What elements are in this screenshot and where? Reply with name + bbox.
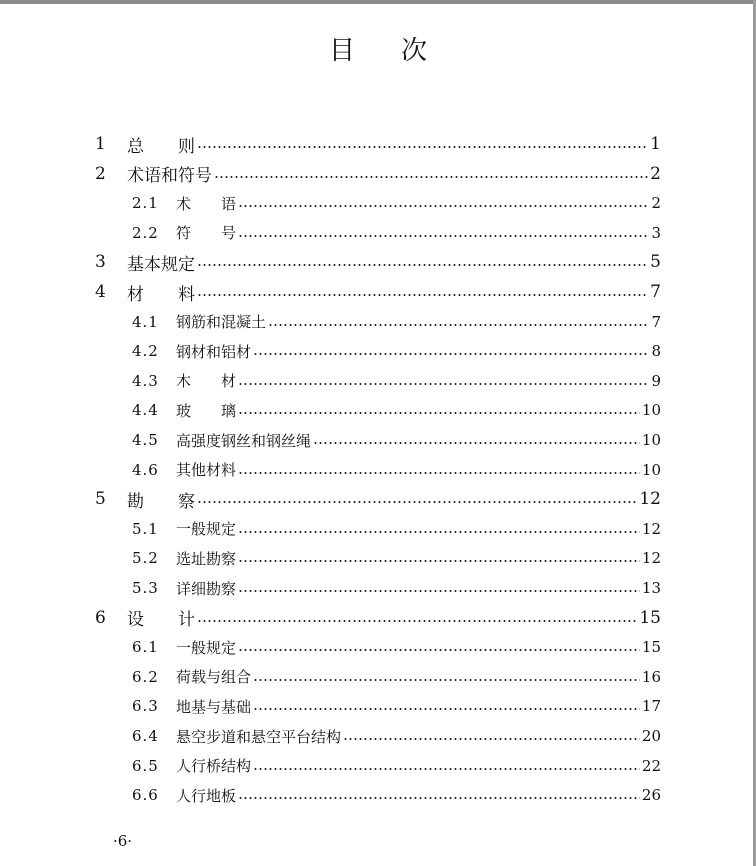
toc-section-entry[interactable] [95, 338, 661, 364]
toc-entry-page: 22 [641, 756, 661, 775]
toc-entry-number: 5.1 [132, 519, 159, 538]
toc-entry-page: 2 [650, 163, 661, 184]
toc-dot-leader [238, 649, 640, 651]
toc-dot-leader [253, 353, 649, 355]
toc-entry-number: 4.2 [132, 342, 159, 361]
toc-entry-label: 术 语 [176, 194, 237, 213]
toc-entry-number: 1 [95, 134, 106, 154]
toc-entry-page: 3 [651, 223, 661, 242]
toc-entry-page: 13 [641, 579, 661, 597]
toc-entry-number: 6.3 [132, 697, 159, 716]
toc-entry-label: 术语和符号 [127, 166, 212, 187]
toc-entry-number: 3 [95, 252, 106, 273]
toc-entry-label: 荷载与组合 [176, 668, 252, 687]
toc-dot-leader [238, 531, 640, 533]
toc-entry-page: 15 [641, 638, 661, 657]
toc-entry-page: 12 [639, 489, 661, 510]
toc-section-entry[interactable] [95, 457, 661, 483]
toc-dot-leader [238, 412, 640, 414]
toc-entry-label: 一般规定 [176, 638, 237, 657]
toc-section-entry[interactable] [95, 545, 661, 571]
toc-entry-label: 高强度钢丝和钢丝绳 [176, 431, 312, 450]
toc-entry-label: 总 则 [127, 136, 195, 157]
toc-dot-leader [197, 264, 648, 266]
toc-entry-number: 4.6 [132, 460, 159, 479]
toc-dot-leader [253, 768, 640, 770]
toc-section-entry[interactable] [95, 664, 661, 690]
toc-entry-page: 20 [641, 727, 661, 745]
toc-entry-label: 悬空步道和悬空平台结构 [176, 727, 342, 746]
toc-entry-number: 4.4 [132, 401, 159, 420]
toc-entry-page: 10 [641, 460, 661, 479]
toc-entry-number: 6.2 [132, 667, 159, 686]
toc-entry-label: 材 料 [127, 284, 195, 305]
window-top-border [0, 0, 756, 4]
toc-section-entry[interactable] [95, 190, 661, 216]
toc-entry-label: 木 材 [176, 372, 237, 391]
toc-dot-leader [238, 590, 640, 592]
toc-entry-label: 详细勘察 [176, 579, 237, 598]
toc-section-entry[interactable] [95, 516, 661, 542]
toc-entry-page: 12 [641, 549, 661, 568]
toc-section-entry[interactable] [95, 723, 661, 749]
toc-section-entry[interactable] [95, 220, 661, 246]
toc-section-entry[interactable] [95, 368, 661, 394]
toc-section-entry[interactable] [95, 634, 661, 660]
page-number-footer: ·6· [113, 832, 133, 850]
toc-entry-page: 10 [641, 431, 661, 449]
toc-entry-page: 10 [641, 401, 661, 420]
toc-section-entry[interactable] [95, 397, 661, 423]
toc-entry-number: 2 [95, 163, 106, 184]
toc-dot-leader [253, 708, 640, 710]
toc-dot-leader [197, 501, 637, 503]
toc-chapter-entry[interactable] [95, 486, 661, 512]
toc-entry-number: 4.5 [132, 431, 159, 449]
toc-entry-page: 15 [639, 607, 661, 628]
toc-chapter-entry[interactable] [95, 249, 661, 275]
toc-entry-page: 9 [651, 371, 661, 390]
toc-entry-label: 钢筋和混凝土 [176, 313, 267, 332]
toc-section-entry[interactable] [95, 309, 661, 335]
toc-entry-label: 玻 璃 [176, 401, 237, 420]
toc-entry-number: 4.1 [132, 312, 159, 331]
toc-entry-number: 6.6 [132, 786, 159, 805]
toc-dot-leader [197, 146, 648, 148]
toc-section-entry[interactable] [95, 693, 661, 719]
toc-dot-leader [238, 472, 640, 474]
toc-entry-label: 选址勘察 [176, 549, 237, 568]
toc-entry-number: 5.2 [132, 549, 159, 568]
page-title-char: 次 [401, 36, 428, 66]
toc-chapter-entry[interactable] [95, 279, 661, 305]
toc-chapter-entry[interactable] [95, 161, 661, 187]
toc-entry-label: 一般规定 [176, 520, 237, 539]
toc-entry-page: 8 [651, 342, 661, 361]
toc-entry-number: 6 [95, 607, 106, 628]
toc-dot-leader [238, 383, 649, 385]
toc-entry-page: 1 [650, 134, 661, 154]
toc-dot-leader [238, 235, 649, 237]
toc-entry-number: 6.1 [132, 638, 159, 657]
toc-entry-number: 2.2 [132, 223, 159, 242]
toc-entry-page: 17 [641, 697, 661, 716]
toc-dot-leader [343, 738, 640, 740]
toc-entry-number: 6.4 [132, 727, 159, 745]
toc-entry-page: 2 [651, 194, 661, 213]
toc-section-entry[interactable] [95, 575, 661, 601]
toc-entry-number: 5 [95, 489, 106, 510]
toc-entry-page: 5 [650, 252, 661, 273]
page-title [0, 30, 756, 67]
page-title-char: 目 [328, 36, 355, 66]
toc-entry-label: 钢材和铝材 [176, 342, 252, 361]
toc-dot-leader [214, 176, 648, 178]
toc-entry-label: 人行地板 [176, 786, 237, 805]
toc-entry-page: 16 [641, 667, 661, 686]
toc-entry-label: 其他材料 [176, 461, 237, 480]
toc-entry-number: 5.3 [132, 579, 159, 597]
toc-chapter-entry[interactable] [95, 605, 661, 631]
toc-entry-number: 4 [95, 282, 106, 302]
toc-section-entry[interactable] [95, 753, 661, 779]
toc-entry-page: 7 [650, 282, 661, 302]
toc-chapter-entry[interactable] [95, 131, 661, 157]
toc-entry-label: 基本规定 [127, 254, 195, 275]
toc-entry-label: 设 计 [127, 610, 195, 631]
toc-entry-label: 人行桥结构 [176, 757, 252, 776]
toc-section-entry[interactable] [95, 427, 661, 453]
toc-entry-number: 6.5 [132, 756, 159, 775]
toc-dot-leader [238, 560, 640, 562]
toc-dot-leader [268, 324, 649, 326]
toc-section-entry[interactable] [95, 782, 661, 808]
toc-dot-leader [313, 442, 640, 444]
toc-dot-leader [253, 679, 640, 681]
toc-entry-label: 勘 察 [127, 491, 195, 512]
toc-dot-leader [197, 294, 648, 296]
toc-entry-label: 地基与基础 [176, 697, 252, 716]
toc-entry-page: 12 [641, 519, 661, 538]
toc-dot-leader [238, 205, 649, 207]
toc-entry-page: 7 [651, 312, 661, 331]
toc-dot-leader [197, 620, 637, 622]
toc-entry-page: 26 [641, 786, 661, 805]
toc-entry-number: 4.3 [132, 371, 159, 390]
toc-entry-number: 2.1 [132, 194, 159, 213]
toc-entry-label: 符 号 [176, 224, 237, 243]
toc-dot-leader [238, 797, 640, 799]
